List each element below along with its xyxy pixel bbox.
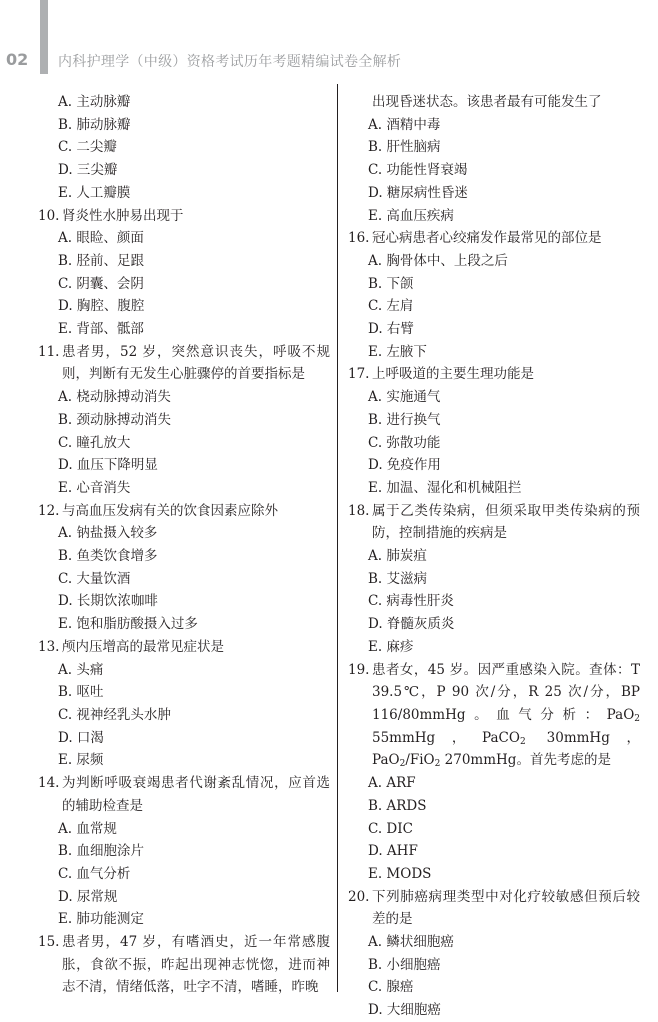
question-12 bbox=[38, 500, 330, 636]
option: D. 右臂 bbox=[368, 321, 414, 338]
option: B. 呕吐 bbox=[58, 684, 104, 701]
option: C. 弥散功能 bbox=[368, 434, 441, 451]
option: A. 实施通气 bbox=[368, 389, 441, 406]
option: C. 瞳孔放大 bbox=[58, 434, 131, 451]
running-title: 内科护理学（中级）资格考试历年考题精编试卷全解析 bbox=[58, 54, 402, 70]
option: C. 左肩 bbox=[368, 298, 414, 315]
option: C. 血气分析 bbox=[58, 865, 131, 882]
option: D. 口渴 bbox=[58, 729, 104, 746]
question-text: 下列肺癌病理类型中对化疗较敏感但预后较差的是 bbox=[372, 888, 640, 928]
option: D. 三尖瓣 bbox=[58, 162, 118, 179]
option: B. 肝性脑病 bbox=[368, 139, 441, 156]
question-number: 11. bbox=[38, 343, 60, 360]
question-number: 18. bbox=[348, 502, 370, 519]
question-text: 颅内压增高的最常见症状是 bbox=[62, 638, 224, 655]
question-number: 14. bbox=[38, 775, 60, 792]
question-20 bbox=[348, 886, 640, 1022]
question-18 bbox=[348, 500, 640, 659]
option: B. 胫前、足跟 bbox=[58, 252, 145, 269]
option: E. 人工瓣膜 bbox=[58, 184, 131, 201]
question-19 bbox=[348, 659, 640, 886]
option: B. 颈动脉搏动消失 bbox=[58, 411, 172, 428]
option: D. 血压下降明显 bbox=[58, 457, 158, 474]
option: E. 心音消失 bbox=[58, 479, 131, 496]
option: E. MODS bbox=[368, 865, 432, 882]
option: D. AHF bbox=[368, 843, 418, 860]
option: D. 胸腔、腹腔 bbox=[58, 298, 145, 315]
option: D. 长期饮浓咖啡 bbox=[58, 593, 158, 610]
option: B. ARDS bbox=[368, 797, 427, 814]
option: D. 大细胞癌 bbox=[368, 1002, 441, 1019]
question-text: 为判断呼吸衰竭患者代谢紊乱情况，应首选的辅助检查是 bbox=[62, 775, 330, 814]
question-text: 冠心病患者心绞痛发作最常见的部位是 bbox=[372, 230, 602, 247]
header-bar bbox=[40, 0, 48, 74]
option: B. 下颌 bbox=[368, 275, 414, 292]
option: A. 肺炭疽 bbox=[368, 548, 427, 565]
right-column bbox=[348, 91, 640, 1022]
question-text: 上呼吸道的主要生理功能是 bbox=[372, 366, 534, 383]
option: D. 尿常规 bbox=[58, 888, 118, 905]
option: A. 胸骨体中、上段之后 bbox=[368, 252, 508, 269]
question-text: 肾炎性水肿易出现于 bbox=[62, 207, 184, 224]
option: B. 进行换气 bbox=[368, 411, 441, 428]
option: D. 免疫作用 bbox=[368, 457, 441, 474]
q9-options bbox=[38, 91, 330, 205]
question-13 bbox=[38, 636, 330, 772]
option: E. 饱和脂肪酸摄入过多 bbox=[58, 616, 198, 633]
question-16 bbox=[348, 227, 640, 363]
option: E. 高血压疾病 bbox=[368, 207, 454, 224]
question-14 bbox=[38, 772, 330, 931]
option: A. 主动脉瓣 bbox=[58, 94, 131, 110]
question-number: 17. bbox=[348, 366, 370, 383]
question-text: 患者女，45 岁。因严重感染入院。查体：T 39.5℃，P 90 次/分，R 25 次/分，BP 116/80mmHg。血气分析：PaO$_2$ 55mmHg，PaCO$_2$ 30mmHg，PaO$_2$/FiO$_2$ 270mmHg。首先考虑的是 bbox=[372, 661, 640, 770]
option: B. 鱼类饮食增多 bbox=[58, 548, 158, 565]
question-10 bbox=[38, 205, 330, 341]
option: C. DIC bbox=[368, 820, 413, 837]
left-column bbox=[38, 91, 330, 999]
question-text: 患者男，52 岁，突然意识丧失，呼吸不规则，判断有无发生心脏骤停的首要指标是 bbox=[62, 343, 330, 383]
option: B. 血细胞涂片 bbox=[58, 843, 145, 860]
question-15-continued bbox=[348, 91, 640, 227]
option: A. ARF bbox=[368, 775, 416, 792]
option: A. 鳞状细胞癌 bbox=[368, 934, 454, 951]
option: B. 小细胞癌 bbox=[368, 956, 441, 973]
question-number: 16. bbox=[348, 230, 370, 247]
page-number: 02 bbox=[6, 50, 29, 69]
question-17 bbox=[348, 363, 640, 499]
question-text: 与高血压发病有关的饮食因素应除外 bbox=[62, 502, 278, 519]
option: C. 病毒性肝炎 bbox=[368, 593, 454, 610]
option: C. 大量饮酒 bbox=[58, 570, 131, 587]
question-text: 属于乙类传染病，但须采取甲类传染病的预防，控制措施的疾病是 bbox=[372, 502, 640, 542]
question-number: 15. bbox=[38, 934, 60, 951]
option: A. 酒精中毒 bbox=[368, 116, 441, 133]
option: A. 钠盐摄入较多 bbox=[58, 525, 158, 542]
question-number: 20. bbox=[348, 888, 370, 905]
question-11 bbox=[38, 341, 330, 500]
option: C. 阴囊、会阴 bbox=[58, 275, 144, 292]
option: B. 艾滋病 bbox=[368, 570, 428, 587]
option: E. 麻疹 bbox=[368, 638, 414, 655]
option: C. 腺癌 bbox=[368, 979, 414, 996]
question-text-continued: 出现昏迷状态。该患者最有可能发生了 bbox=[372, 94, 602, 110]
option: E. 尿频 bbox=[58, 752, 104, 769]
option: E. 肺功能测定 bbox=[58, 911, 144, 928]
option: C. 二尖瓣 bbox=[58, 139, 117, 156]
option: C. 功能性肾衰竭 bbox=[368, 162, 468, 179]
option: C. 视神经乳头水肿 bbox=[58, 706, 171, 723]
option: E. 左腋下 bbox=[368, 343, 427, 360]
option: A. 桡动脉搏动消失 bbox=[58, 389, 171, 406]
question-15 bbox=[38, 931, 330, 999]
option: E. 背部、骶部 bbox=[58, 321, 144, 338]
page-header bbox=[0, 0, 658, 80]
question-number: 10. bbox=[38, 207, 60, 224]
option: D. 脊髓灰质炎 bbox=[368, 616, 455, 633]
option: A. 头痛 bbox=[58, 661, 104, 678]
column-divider bbox=[337, 84, 338, 992]
option: E. 加温、湿化和机械阻拦 bbox=[368, 479, 522, 496]
option: D. 糖尿病性昏迷 bbox=[368, 184, 468, 201]
option: B. 肺动脉瓣 bbox=[58, 116, 131, 133]
question-number: 12. bbox=[38, 502, 60, 519]
option: A. 血常规 bbox=[58, 820, 117, 837]
question-number: 13. bbox=[38, 638, 60, 655]
option: A. 眼睑、颜面 bbox=[58, 230, 144, 247]
question-number: 19. bbox=[348, 661, 370, 678]
question-text: 患者男，47 岁，有嗜酒史，近一年常感腹胀，食欲不振，昨起出现神志恍惚，进而神志不清，情绪低落，吐字不清，嗜睡，昨晚 bbox=[62, 934, 330, 996]
